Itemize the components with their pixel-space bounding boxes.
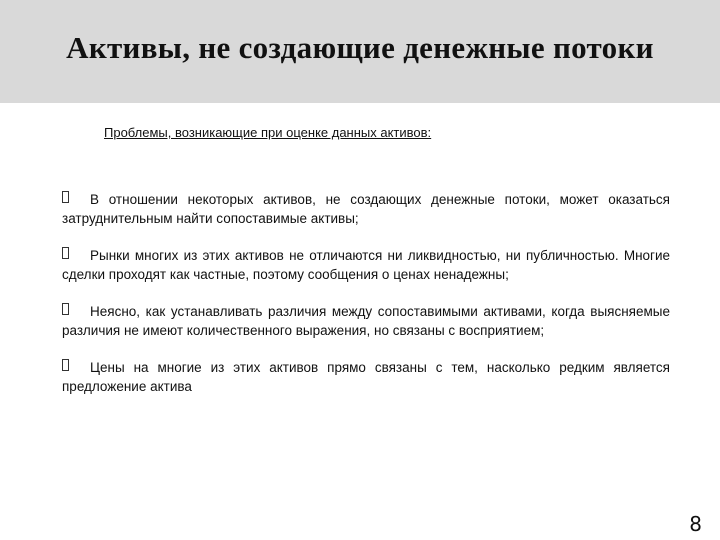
page-number: 8 bbox=[689, 512, 702, 536]
slide-subtitle: Проблемы, возникающие при оценке данных активов: bbox=[104, 125, 432, 140]
bullet-text: Цены на многие из этих активов прямо связаны с тем, насколько редким является предложение актива bbox=[62, 360, 670, 394]
bullet-text: Рынки многих из этих активов не отличаются ни ликвидностью, ни публичностью. Многие сделки проходят как частные, поэтому сообщения о ценах ненадежны; bbox=[62, 248, 670, 282]
bullet-item bbox=[62, 190, 670, 228]
bullet-square-icon bbox=[62, 359, 69, 371]
bullet-item bbox=[62, 246, 670, 284]
slide-title: Активы, не создающие денежные потоки bbox=[66, 30, 654, 65]
bullet-square-icon bbox=[62, 247, 69, 259]
bullet-text: Неясно, как устанавливать различия между сопоставимыми активами, когда выясняемые различия не имеют количественного выражения, но связаны с восприятием; bbox=[62, 304, 670, 338]
bullet-item bbox=[62, 302, 670, 340]
bullet-square-icon bbox=[62, 191, 69, 203]
bullet-item bbox=[62, 358, 670, 396]
bullet-list bbox=[62, 190, 670, 414]
bullet-text: В отношении некоторых активов, не создающих денежные потоки, может оказаться затруднительным найти сопоставимые активы; bbox=[62, 192, 670, 226]
bullet-square-icon bbox=[62, 303, 69, 315]
